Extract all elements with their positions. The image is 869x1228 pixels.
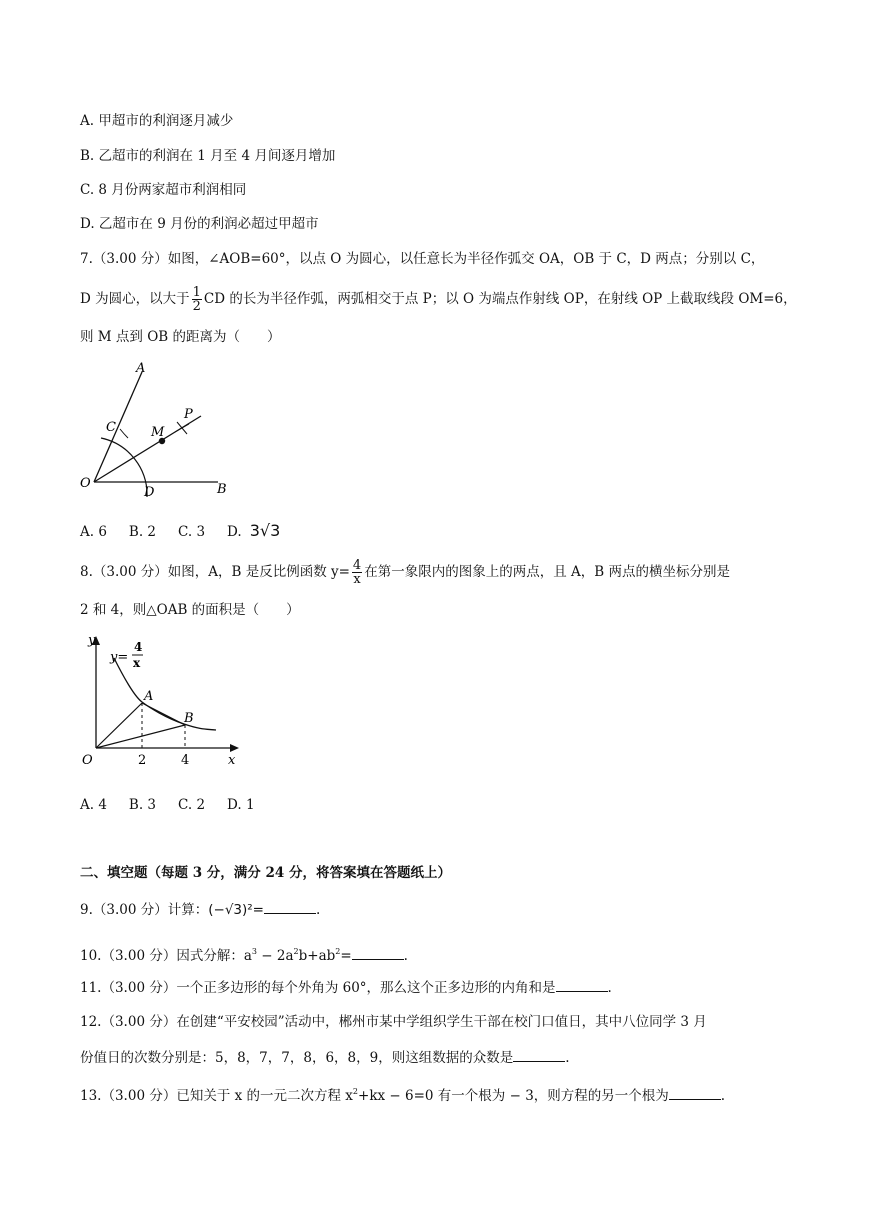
q11-text: 11.（3.00 分）一个正多边形的每个外角为 60°，那么这个正多边形的内角和是: [80, 980, 556, 996]
label-m: M: [151, 425, 165, 440]
func-den: x: [133, 656, 141, 670]
arc-p2: [175, 424, 189, 432]
q11-post: .: [607, 980, 612, 996]
q9: [80, 899, 320, 920]
tick-4: 4: [181, 753, 190, 768]
q13-post: .: [720, 1088, 726, 1104]
q10: [80, 942, 408, 966]
q12-answer-blank[interactable]: [513, 1047, 565, 1062]
q8-stem-line2: 2 和 4，则△OAB 的面积是（ ）: [80, 602, 300, 618]
q13-mid: +kx − 6=0 有一个根为 − 3，则方程的另一个根为: [358, 1088, 669, 1104]
label-c: C: [106, 420, 116, 435]
q12-post: .: [565, 1050, 570, 1066]
segment-ab: [142, 703, 185, 725]
q7-options: [80, 521, 302, 542]
q11-answer-blank[interactable]: [556, 977, 608, 992]
q9-expr: (−√3)²=: [208, 902, 264, 918]
ray-oa: [94, 372, 142, 482]
label-b: B: [217, 482, 227, 497]
q11: [80, 977, 612, 998]
q8-line1-post: 在第一象限内的图象上的两点，且 A，B 两点的横坐标分别是: [364, 564, 730, 580]
q7-fraction: [192, 286, 202, 313]
q8-option-d: D. 1: [227, 797, 255, 813]
q10-mid2: b+ab: [298, 948, 336, 964]
q12-line2: [80, 1047, 570, 1068]
q10-post: .: [403, 948, 408, 964]
q7-stem-line1: 7.（3.00 分）如图，∠AOB=60°，以点 O 为圆心，以任意长为半径作弧交 OA，OB 于 C，D 两点；分别以 C，: [80, 251, 765, 267]
q12-line2-text: 份值日的次数分别是：5，8，7，7，8，6，8，9，则这组数据的众数是: [80, 1050, 514, 1066]
q10-sup3: 2: [335, 947, 341, 956]
q7-option-a: A. 6: [80, 524, 107, 540]
q8-fraction: [352, 559, 362, 586]
q6-option-a: A. 甲超市的利润逐月减少: [80, 113, 234, 129]
q10-sup1: 3: [251, 947, 257, 956]
arc-cd: [101, 438, 147, 497]
q7-line2-post: CD 的长为半径作弧，两弧相交于点 P；以 O 为端点作射线 OP，在射线 OP 上截取线段 OM=6，: [203, 291, 797, 307]
q6-option-c: C. 8 月份两家超市利润相同: [80, 182, 247, 198]
label-a: A: [144, 689, 154, 704]
func-label: y=: [110, 650, 129, 665]
q10-sup2: 2: [293, 947, 299, 956]
arc-c-small: [120, 429, 128, 438]
q8-frac-den: x: [353, 572, 361, 587]
q7-stem-line2: [80, 286, 797, 313]
q8-line1-pre: 8.（3.00 分）如图，A，B 是反比例函数 y=: [80, 564, 350, 580]
q13-answer-blank[interactable]: [669, 1085, 721, 1100]
q8-option-b: B. 3: [128, 797, 157, 813]
q8-frac-num: 4: [352, 558, 362, 573]
q8-figure: [76, 630, 251, 770]
q10-mid1: − 2a: [256, 948, 294, 964]
q7-line2-pre: D 为圆心，以大于: [80, 291, 190, 307]
label-a: A: [136, 361, 146, 376]
q6-option-d: D. 乙超市在 9 月份的利润必超过甲超市: [80, 216, 319, 232]
q8-option-a: A. 4: [80, 797, 107, 813]
q13-pre: 13.（3.00 分）已知关于 x 的一元二次方程 x: [80, 1088, 353, 1104]
hyperbola-curve: [114, 658, 216, 730]
q7-frac-den: 2: [192, 299, 201, 314]
q10-mid3: =: [340, 948, 352, 964]
label-p: P: [184, 407, 193, 422]
q7-option-d-prefix: D.: [227, 524, 242, 540]
label-x: x: [228, 753, 236, 768]
q6-option-b: B. 乙超市的利润在 1 月至 4 月间逐月增加: [80, 148, 336, 164]
label-o: O: [80, 476, 91, 491]
tick-2: 2: [138, 753, 147, 768]
q13-sup: 2: [352, 1087, 359, 1096]
q7-figure: [76, 358, 246, 503]
q7-option-d-value: 3√3: [249, 521, 281, 540]
func-num: 4: [134, 640, 143, 654]
section2-heading: 二、填空题（每题 3 分，满分 24 分，将答案填在答题纸上）: [80, 865, 451, 881]
q13: [80, 1082, 725, 1106]
q7-stem-line3: 则 M 点到 OB 的距离为（ ）: [80, 329, 281, 345]
q8-options: [80, 795, 277, 815]
label-b: B: [184, 711, 194, 726]
q7-option-c: C. 3: [178, 524, 206, 540]
q10-answer-blank[interactable]: [352, 945, 404, 960]
q7-option-b: B. 2: [128, 524, 157, 540]
segment-oa: [96, 703, 142, 748]
label-d: D: [144, 485, 155, 500]
segment-ob: [96, 725, 185, 748]
q10-pre: 10.（3.00 分）因式分解：a: [80, 948, 252, 964]
q9-answer-blank[interactable]: [264, 899, 316, 914]
label-y: y: [88, 633, 96, 648]
x-axis-arrow: [230, 744, 239, 752]
q12-line1: 12.（3.00 分）在创建“平安校园”活动中，郴州市某中学组织学生干部在校门口值日，其中八位同学 3 月: [80, 1014, 707, 1030]
q8-option-c: C. 2: [178, 797, 206, 813]
q9-pre: 9.（3.00 分）计算：: [80, 902, 209, 918]
q8-stem-line1: [80, 559, 730, 586]
q7-frac-num: 1: [192, 285, 201, 300]
q9-post: .: [316, 902, 321, 918]
label-origin: O: [82, 753, 93, 768]
